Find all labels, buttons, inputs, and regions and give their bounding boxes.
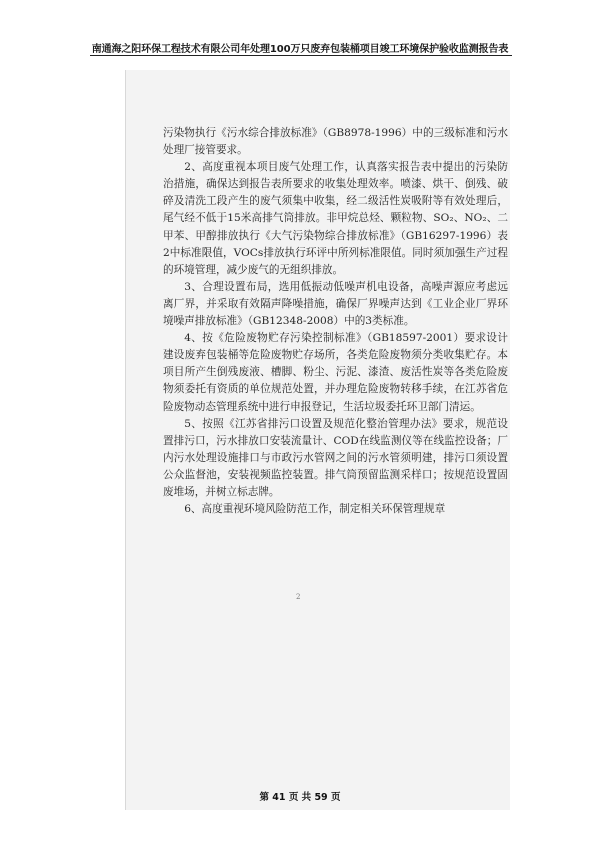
scan-edge [125,70,126,810]
document-body [163,125,508,518]
inner-page-number: 2 [296,593,301,601]
paragraph: 6、高度重视环境风险防范工作，制定相关环保管理规章 [184,503,446,516]
page-footer: 第 41 页 共 59 页 [259,792,341,803]
paragraph: 污染物执行《污水综合排放标准》（GB8978-1996）中的三级标准和污水处理厂接管要求。 [163,127,508,157]
report-header-title: 南通海之阳环保工程技术有限公司年处理100万只废弃包装桶项目竣工环境保护验收监测报告表 [91,44,509,55]
paragraph: 3、合理设置布局，选用低振动低噪声机电设备，高噪声源应考虑远离厂界，并采取有效隔声降噪措施，确保厂界噪声达到《工业企业厂界环境噪声排放标准》（GB12348-2008）中的3类标准。 [163,280,508,328]
header-divider [90,55,512,56]
paragraph: 4、按《危险废物贮存污染控制标准》（GB18597-2001）要求设计建设废弃包装桶等危险废物贮存场所，各类危险废物须分类收集贮存。本项目所产生倒残废液、槽脚、粉尘、污泥、漆渣、废活性炭等各类危险废物须委托有资质的单位规范处置，并办理危险废物转移手续，在江苏省危险废物动态管理系统中进行申报登记，生活垃圾委托环卫部门清运。 [163,332,508,413]
paragraph: 2、高度重视本项目废气处理工作，认真落实报告表中提出的污染防治措施，确保达到报告表所要求的收集处理效率。喷漆、烘干、倒残、破碎及清洗工段产生的废气须集中收集，经二级活性炭吸附等有效处理后，尾气经不低于15米高排气筒排放。非甲烷总烃、颗粒物、SO₂、NO₂、二甲苯、甲醇排放执行《大气污染物综合排放标准》（GB16297-1996）表2中标准限值，VOCs排放执行环评中所列标准限值。同时须加强生产过程的环境管理，减少废气的无组织排放。 [163,161,508,276]
paragraph: 5、按照《江苏省排污口设置及规范化整治管理办法》要求，规范设置排污口，污水排放口安装流量计、COD在线监测仪等在线监控设备；厂内污水处理设施排口与市政污水管网之间的污水管须明建，排污口须设置公众监督池，安装视频监控装置。排气筒预留监测采样口；按规范设置固废堆场，并树立标志牌。 [163,417,508,498]
